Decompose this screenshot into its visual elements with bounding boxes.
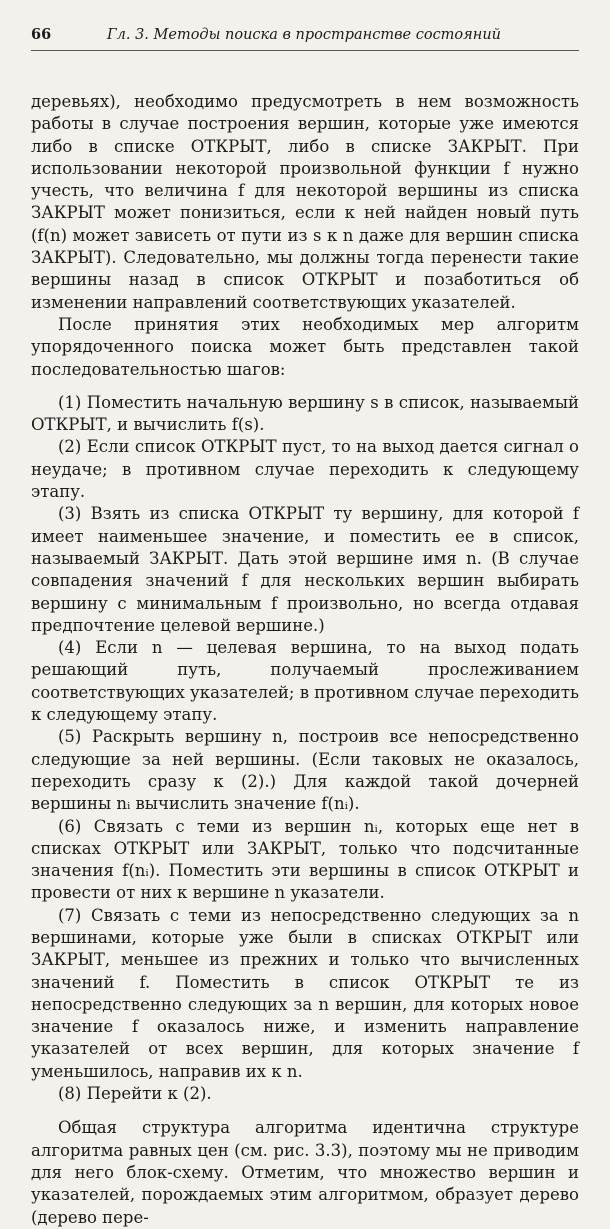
body-text [31, 91, 579, 1229]
paragraph-closing: Общая структура алгоритма идентична структуре алгоритма равных цен (см. рис. 3.3), поэтому мы не приводим для него блок-схему. Отметим, что множество вершин и указателей, порождаемых этим алгоритмом, образует дерево (дерево пере- [31, 1118, 579, 1227]
chapter-title: Гл. 3. Методы поиска в пространстве состояний [107, 27, 501, 43]
algorithm-step-4: (4) Если n — целевая вершина, то на выход подать решающий путь, получаемый прослеживанием соответствующих указателей; в противном случае переходить к следующему этапу. [31, 638, 579, 725]
algorithm-step-2: (2) Если список ОТКРЫТ пуст, то на выход дается сигнал о неудаче; в противном случае переходить к следующему этапу. [31, 437, 579, 502]
algorithm-step-3: (3) Взять из списка ОТКРЫТ ту вершину, для которой f имеет наименьшее значение, и поместить ее в список, называемый ЗАКРЫТ. Дать этой вершине имя n. (В случае совпадения значений f для нескольких вершин выбирать вершину с минимальным f произвольно, но всегда отдавая предпочтение целевой вершине.) [31, 504, 579, 635]
algorithm-step-6: (6) Связать с теми из вершин nᵢ, которых еще нет в списках ОТКРЫТ или ЗАКРЫТ, только что подсчитанные значения f(nᵢ). Поместить эти вершины в список ОТКРЫТ и провести от них к вершине n указатели. [31, 816, 579, 903]
running-head [31, 24, 579, 51]
paragraph-intro: деревьях), необходимо предусмотреть в нем возможность работы в случае построения вершин, которые уже имеются либо в списке ОТКРЫТ, либо в списке ЗАКРЫТ. При использовании некоторой произвольной функции f нужно учесть, что величина f для некоторой вершины из списка ЗАКРЫТ может понизиться, если к ней найден новый путь (f(n) может зависеть от пути из s к n даже для вершин списка ЗАКРЫТ). Следовательно, мы должны тогда перенести такие вершины назад в список ОТКРЫТ и позаботиться об изменении направлений соответствующих указателей. [31, 92, 579, 312]
page-number: 66 [31, 26, 52, 43]
algorithm-step-5: (5) Раскрыть вершину n, построив все непосредственно следующие за ней вершины. (Если таковых не оказалось, переходить сразу к (2).) Для каждой такой дочерней вершины nᵢ вычислить значение f(nᵢ). [31, 727, 579, 814]
book-page [31, 24, 579, 1229]
algorithm-step-1: (1) Поместить начальную вершину s в список, называемый ОТКРЫТ, и вычислить f(s). [31, 392, 579, 435]
algorithm-step-7: (7) Связать с теми из непосредственно следующих за n вершинами, которые уже были в списках ОТКРЫТ или ЗАКРЫТ, меньшее из прежних и только что вычисленных значений f. Поместить в список ОТКРЫТ те из непосредственно следующих за n вершин, для которых новое значение f оказалось ниже, и изменить направление указателей от всех вершин, для которых значение f уменьшилось, направив их к n. [31, 905, 579, 1081]
algorithm-step-8: (8) Перейти к (2). [58, 1084, 212, 1104]
paragraph-algorithm-intro: После принятия этих необходимых мер алгоритм упорядоченного поиска может быть представлен такой последовательностью шагов: [31, 314, 579, 379]
